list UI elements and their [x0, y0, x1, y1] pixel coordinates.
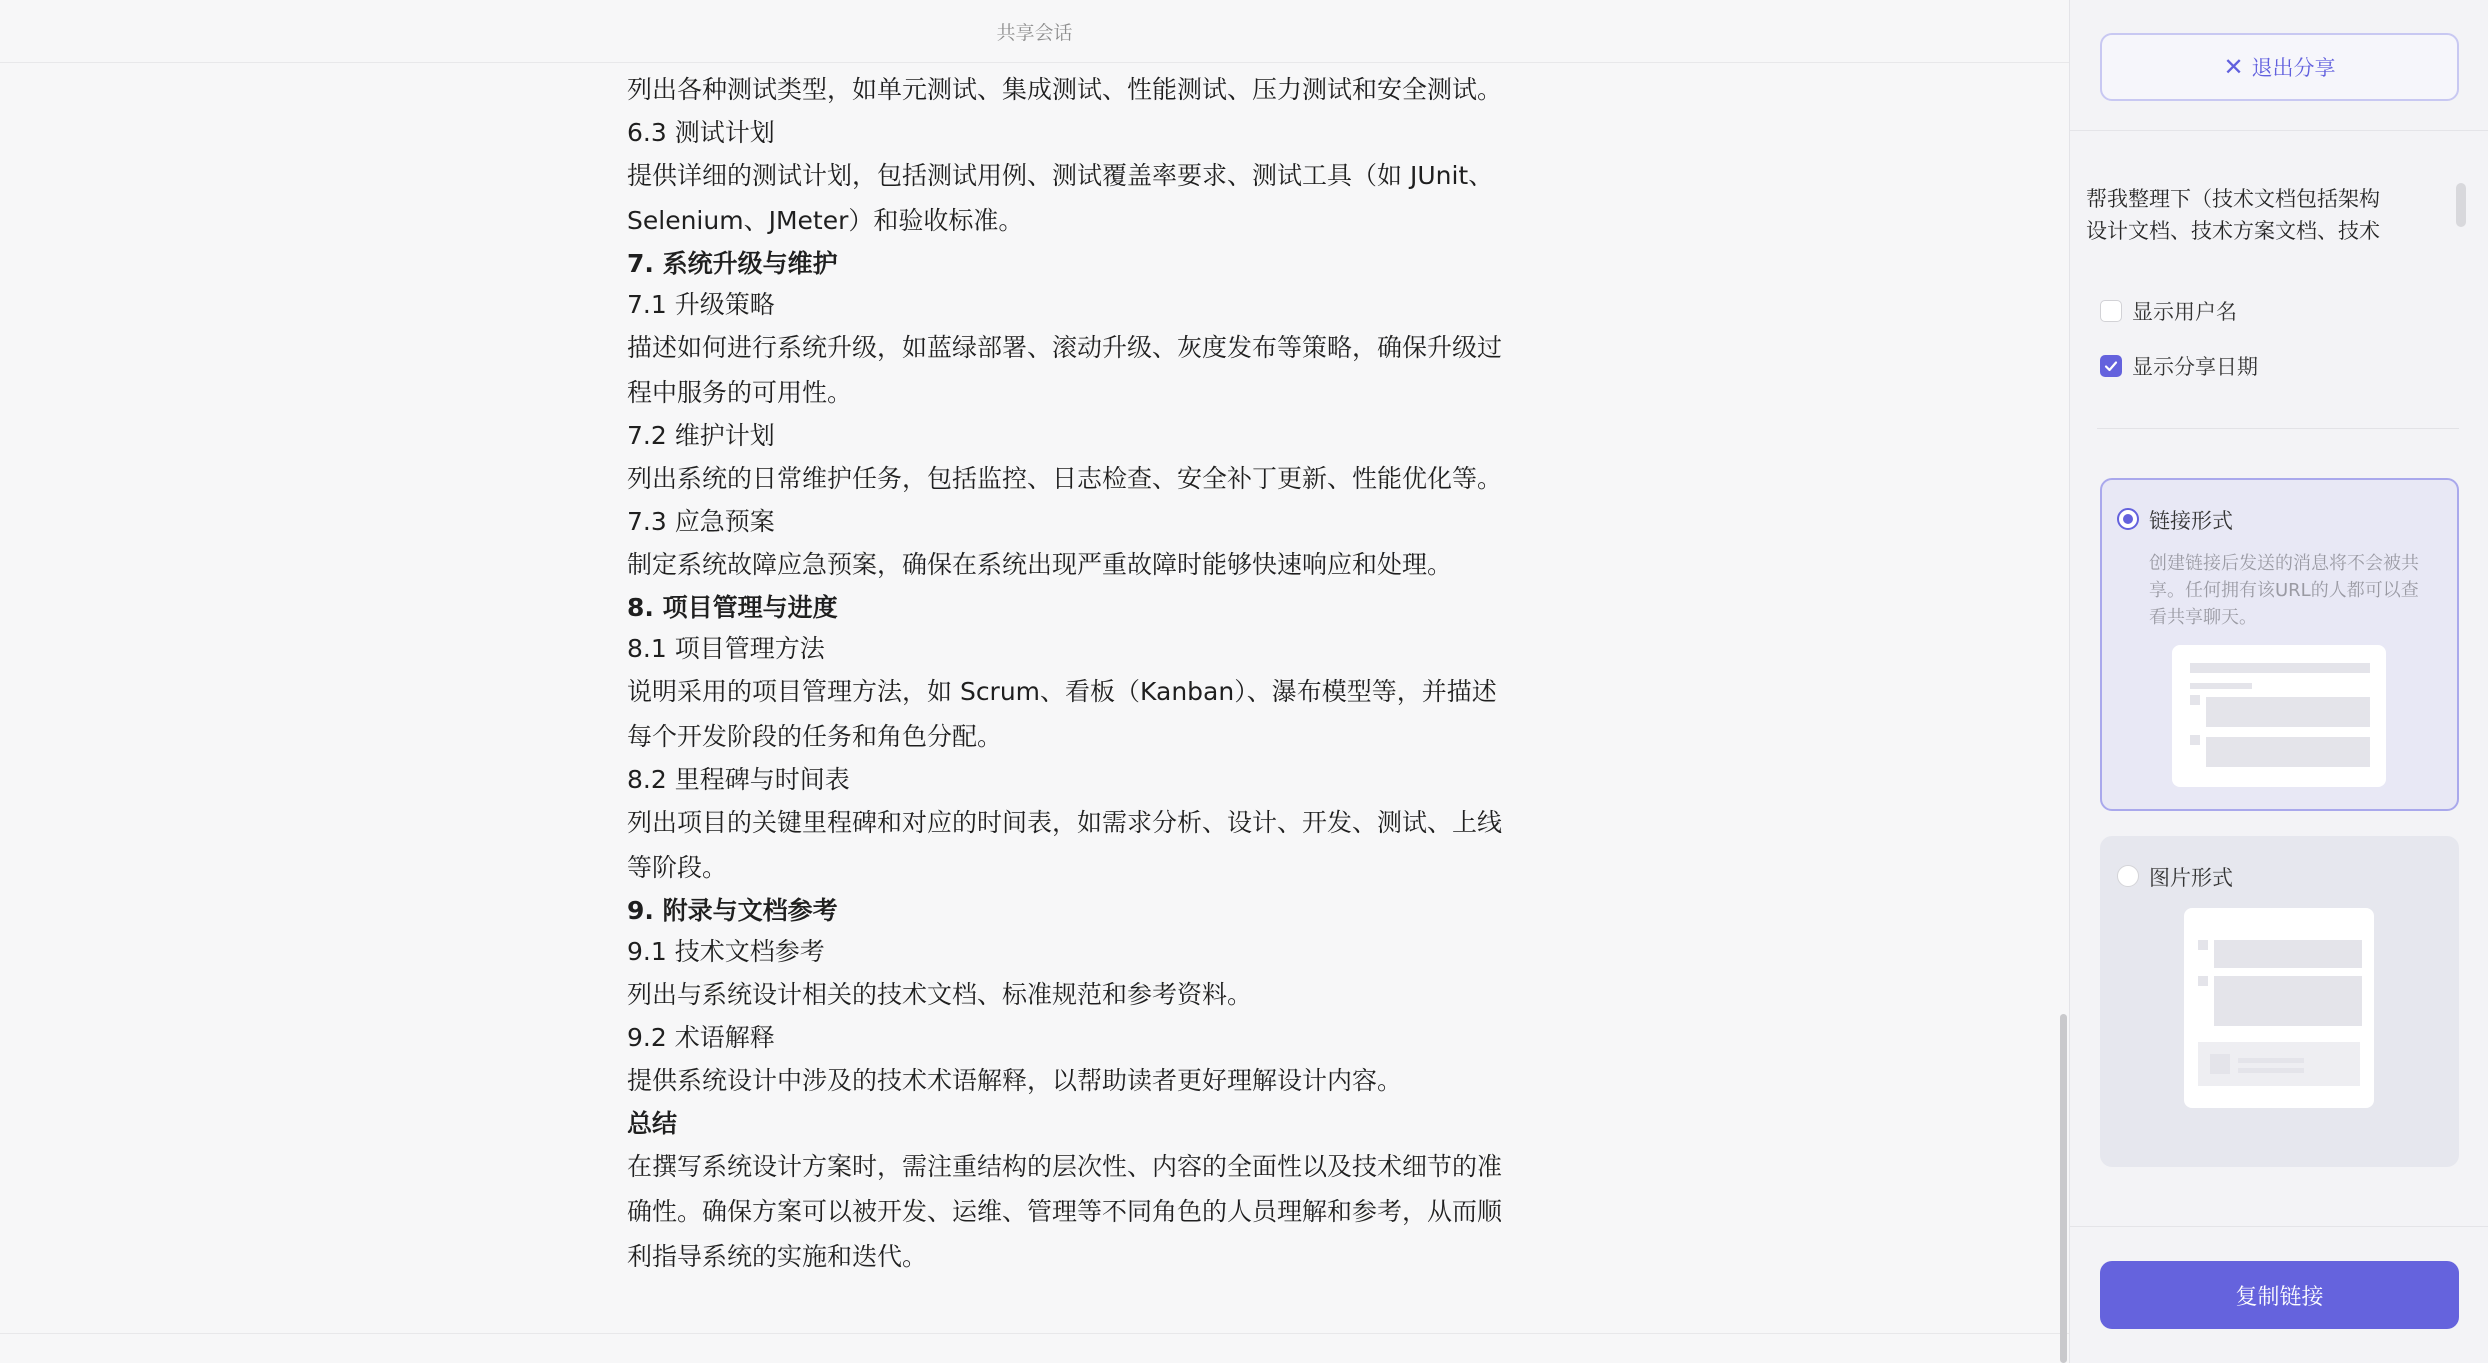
divider [2070, 1226, 2488, 1227]
top-bar [0, 0, 2069, 63]
link-mode-description [2149, 550, 2439, 631]
section-heading: 7. 系统升级与维护 [627, 249, 838, 278]
link-mode-card[interactable] [2100, 478, 2459, 811]
content-scrollbar[interactable] [2059, 62, 2068, 1363]
section-subheading: 9.2 术语解释 [627, 1023, 775, 1052]
copy-link-button[interactable]: 复制链接 [2100, 1261, 2459, 1329]
show-share-date-checkbox[interactable] [2100, 355, 2122, 377]
section-heading: 9. 附录与文档参考 [627, 896, 838, 925]
paragraph: 程中服务的可用性。 [627, 378, 853, 407]
show-username-checkbox[interactable] [2100, 300, 2122, 322]
paragraph: Selenium、JMeter）和验收标准。 [627, 206, 1024, 235]
paragraph: 列出与系统设计相关的技术文档、标准规范和参考资料。 [627, 980, 1253, 1009]
paragraph: 确性。确保方案可以被开发、运维、管理等不同角色的人员理解和参考，从而顺 [627, 1197, 1503, 1226]
section-subheading: 6.3 测试计划 [627, 118, 775, 147]
link-mode-radio[interactable] [2117, 508, 2139, 530]
link-preview-illustration [2172, 645, 2386, 787]
session-title-line: 帮我整理下（技术文档包括架构 [2086, 187, 2380, 211]
paragraph: 每个开发阶段的任务和角色分配。 [627, 722, 1003, 751]
divider [0, 1333, 2069, 1334]
description-line: 看共享聊天。 [2149, 607, 2257, 628]
paragraph: 提供系统设计中涉及的技术术语解释，以帮助读者更好理解设计内容。 [627, 1066, 1403, 1095]
image-mode-card[interactable] [2100, 836, 2459, 1167]
section-heading: 总结 [627, 1109, 678, 1138]
paragraph: 制定系统故障应急预案，确保在系统出现严重故障时能够快速响应和处理。 [627, 550, 1453, 579]
show-share-date-option[interactable] [2100, 351, 2258, 381]
exit-share-label: 退出分享 [2251, 56, 2336, 80]
section-subheading: 9.1 技术文档参考 [627, 937, 825, 966]
session-title [2086, 183, 2416, 247]
paragraph: 说明采用的项目管理方法，如 Scrum、看板（Kanban）、瀑布模型等，并描述 [627, 677, 1497, 706]
exit-share-button[interactable] [2100, 33, 2459, 101]
paragraph: 提供详细的测试计划，包括测试用例、测试覆盖率要求、测试工具（如 JUnit、 [627, 161, 1494, 190]
description-line: 创建链接后发送的消息将不会被共 [2149, 553, 2419, 574]
description-line: 享。任何拥有该URL的人都可以查 [2149, 580, 2419, 601]
show-username-option[interactable] [2100, 296, 2237, 326]
paragraph: 列出项目的关键里程碑和对应的时间表，如需求分析、设计、开发、测试、上线 [627, 808, 1503, 837]
paragraph: 描述如何进行系统升级，如蓝绿部署、滚动升级、灰度发布等策略，确保升级过 [627, 333, 1503, 362]
section-subheading: 8.1 项目管理方法 [627, 634, 825, 663]
section-heading: 8. 项目管理与进度 [627, 593, 838, 622]
show-share-date-label: 显示分享日期 [2132, 355, 2258, 379]
session-title-line: 设计文档、技术方案文档、技术 [2086, 219, 2380, 243]
link-mode-label: 链接形式 [2149, 509, 2233, 533]
checkmark-icon [2103, 358, 2119, 374]
page-title: 共享会话 [996, 22, 1073, 44]
paragraph: 等阶段。 [627, 853, 728, 882]
paragraph: 列出各种测试类型，如单元测试、集成测试、性能测试、压力测试和安全测试。 [627, 75, 1503, 104]
image-mode-label: 图片形式 [2149, 866, 2233, 890]
conversation-content [627, 67, 1503, 1279]
divider [2070, 130, 2488, 131]
section-subheading: 8.2 里程碑与时间表 [627, 765, 850, 794]
show-username-label: 显示用户名 [2132, 300, 2237, 324]
scrollbar-thumb[interactable] [2060, 1014, 2067, 1363]
divider [2097, 428, 2459, 429]
close-icon: ✕ [2223, 53, 2244, 81]
image-preview-illustration [2184, 908, 2374, 1108]
paragraph: 列出系统的日常维护任务，包括监控、日志检查、安全补丁更新、性能优化等。 [627, 464, 1503, 493]
image-mode-radio[interactable] [2117, 865, 2139, 887]
section-subheading: 7.2 维护计划 [627, 421, 775, 450]
paragraph: 在撰写系统设计方案时，需注重结构的层次性、内容的全面性以及技术细节的准 [627, 1152, 1503, 1181]
paragraph: 利指导系统的实施和迭代。 [627, 1242, 928, 1271]
section-subheading: 7.1 升级策略 [627, 290, 775, 319]
scrollbar-thumb[interactable] [2456, 183, 2466, 227]
share-panel [2069, 0, 2488, 1363]
section-subheading: 7.3 应急预案 [627, 507, 775, 536]
